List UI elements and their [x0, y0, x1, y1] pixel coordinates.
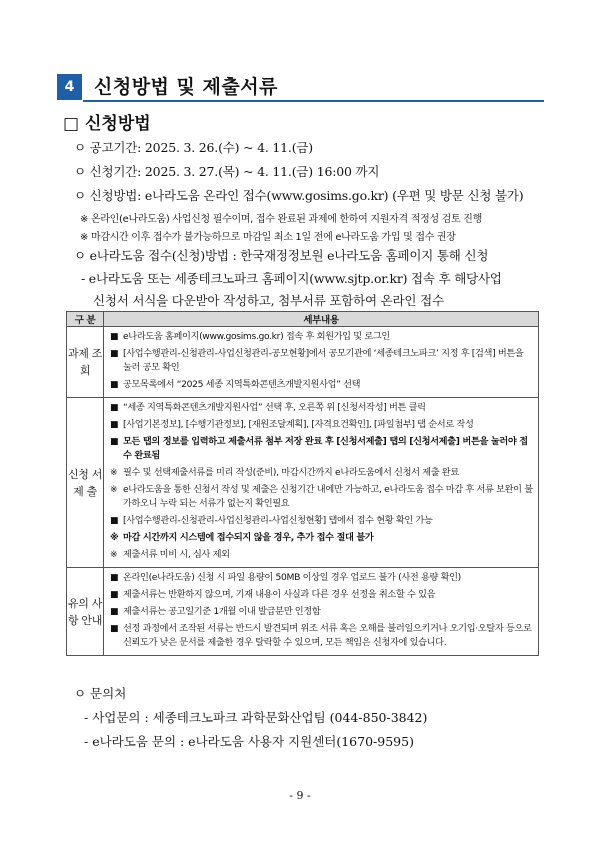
- table-header-category: 구 분: [67, 312, 104, 327]
- contact-heading: ㅇ 문의처: [74, 686, 127, 701]
- list-item: ※ e나라도움을 통한 신청서 작성 및 제출은 신청기간 내에만 가능하고, e나라도움 접수 마감 후 서류 보완이 불가하오니 누락 되는 서류가 없는지 확인필요: [110, 484, 533, 509]
- list-item: ■ 모든 탭의 정보를 입력하고 제출서류 첨부 저장 완료 후 [신청서제출] 탭의 [신청서제출] 버튼을 눌러야 접수 완료됨: [110, 436, 528, 461]
- list-item: ※ 필수 및 선택제출서류를 미리 작성(준비), 마감시간까지 e나라도움에서 신청서 제출 완료: [110, 467, 459, 478]
- detail-cell: [104, 568, 539, 656]
- list-item: ※ 마감 시간까지 시스템에 접수되지 않을 경우, 추가 접수 절대 불가: [110, 532, 374, 543]
- list-item: ■ 선정 과정에서 조작된 서류는 반드시 발견되며 위조 서류 혹은 오해를 불러일으키거나 오기입·오탈자 등으로 신뢰도가 낮은 문서를 제출한 경우 탈락할 수 있으며, 모든 책임은 신청자에 있습니다.: [110, 623, 532, 648]
- category-cell: 신청 서제 출: [67, 398, 104, 568]
- section-number: 4: [57, 74, 82, 100]
- enara-step-2: 신청서 서식을 다운받아 작성하고, 첨부서류 포함하여 온라인 접수: [93, 293, 444, 308]
- table-row: [67, 568, 539, 656]
- enara-step-1: - e나라도움 또는 세종테크노파크 홈페이지(www.sjtp.or.kr) 접속 후 해당사업: [81, 271, 502, 286]
- subsection-heading: □ 신청방법: [63, 114, 151, 134]
- table-row: [67, 327, 539, 398]
- table-header-detail: 세부내용: [104, 312, 539, 327]
- application-detail-table: [66, 311, 539, 656]
- category-cell: 과제 조회: [67, 327, 104, 398]
- announce-period: ㅇ 공고기간: 2025. 3. 26.(수) ~ 4. 11.(금): [74, 140, 313, 155]
- note-online-required: ※ 온라인(e나라도움) 사업신청 필수이며, 접수 완료된 과제에 한하여 지원자격 적정성 검토 진행: [80, 214, 482, 225]
- table-row: [67, 398, 539, 568]
- enara-method: ㅇ e나라도움 접수(신청)방법 : 한국재정정보원 e나라도움 홈페이지 통해 신청: [74, 248, 489, 263]
- detail-cell: [104, 398, 539, 568]
- list-item: ■ [사업수행관리-신청관리-사업신청관리-사업신청현황] 탭에서 접수 현황 확인 가능: [110, 515, 433, 526]
- list-item: ※ 제출서류 미비 시, 심사 제외: [110, 549, 230, 560]
- contact-business: - 사업문의 : 세종테크노파크 과학문화산업팀 (044-850-3842): [84, 710, 428, 725]
- detail-cell: [104, 327, 539, 398]
- section-title: 신청방법 및 제출서류: [94, 76, 278, 98]
- list-item: ■ [사업수행관리-신청관리-사업신청관리-공모현황]에서 공모기관에 ‘세종테크노파크’ 지정 후 [검색] 버튼을 눌러 공모 확인: [110, 348, 524, 373]
- apply-period: ㅇ 신청기간: 2025. 3. 27.(목) ~ 4. 11.(금) 16:00 까지: [74, 164, 380, 179]
- note-deadline: ※ 마감시간 이후 접수가 불가능하므로 마감일 최소 1일 전에 e나라도움 가입 및 접수 권장: [80, 232, 456, 243]
- contact-enara: - e나라도움 문의 : e나라도움 사용자 지원센터(1670-9595): [84, 734, 414, 749]
- page-number: - 9 -: [289, 789, 311, 802]
- list-item: ■ 온라인(e나라도움) 신청 시 파일 용량이 50MB 이상일 경우 업로드 불가 (사전 용량 확인): [110, 572, 461, 583]
- list-item: ■ 공모목록에서 “2025 세종 지역특화콘텐츠개발지원사업” 선택: [110, 379, 361, 390]
- list-item: ■ [사업기본정보], [수행기관정보], [재원조달계획], [자격요건확인], [파일첨부] 탭 순서로 작성: [110, 419, 474, 430]
- list-item: ■ 제출서류는 반환하지 않으며, 기재 내용이 사실과 다른 경우 선정을 취소할 수 있음: [110, 589, 436, 600]
- section-divider: [83, 100, 544, 102]
- list-item: ■ “세종 지역특화콘텐츠개발지원사업” 선택 후, 오른쪽 위 [신청서작성] 버튼 클릭: [110, 402, 426, 413]
- apply-method: ㅇ 신청방법: e나라도움 온라인 접수(www.gosims.go.kr) (우편 및 방문 신청 불가): [74, 188, 524, 203]
- list-item: ■ 제출서류는 공고일기준 1개월 이내 발급분만 인정함: [110, 606, 321, 617]
- category-cell: 유의 사항 안내: [67, 568, 104, 656]
- list-item: ■ e나라도움 홈페이지(www.gosims.go.kr) 접속 후 회원가입 및 로그인: [110, 331, 390, 342]
- table-header-row: [67, 312, 539, 327]
- section-header: [57, 74, 544, 104]
